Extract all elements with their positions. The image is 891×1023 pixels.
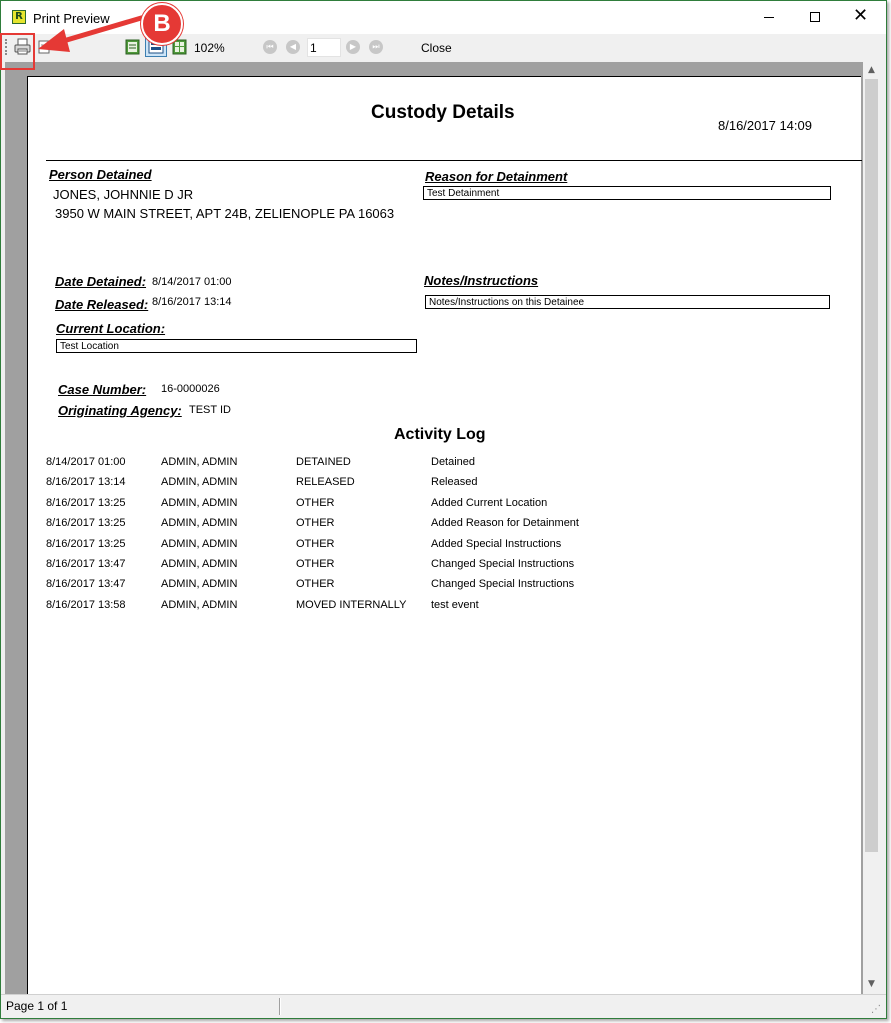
report-title: Custody Details: [371, 102, 515, 123]
log-user: ADMIN, ADMIN: [161, 558, 238, 570]
last-page-icon: ⏭: [372, 42, 380, 51]
log-user: ADMIN, ADMIN: [161, 456, 238, 468]
printed-date: 8/16/2017 14:09: [718, 118, 812, 133]
previous-page-button[interactable]: [286, 40, 300, 54]
scroll-down-icon[interactable]: ▼: [868, 979, 875, 989]
originating-agency-label: Originating Agency:: [58, 403, 182, 418]
originating-agency: TEST ID: [189, 404, 231, 416]
log-description: Detained: [431, 456, 476, 468]
person-detained-label: Person Detained: [49, 167, 152, 182]
date-detained: 8/14/2017 01:00: [152, 276, 232, 288]
window-title: Print Preview: [33, 11, 110, 26]
current-location-label: Current Location:: [56, 321, 166, 336]
last-page-button[interactable]: [369, 40, 383, 54]
step-badge: B: [141, 3, 183, 45]
log-datetime: 8/16/2017 13:47: [46, 558, 126, 570]
case-number-label: Case Number:: [58, 382, 147, 397]
page-status: Page 1 of 1: [6, 999, 68, 1013]
maximize-icon: [810, 12, 820, 22]
date-detained-label: Date Detained:: [55, 274, 147, 289]
close-button[interactable]: Close: [421, 41, 452, 55]
log-description: Added Special Instructions: [431, 538, 562, 550]
annotation-arrow: [30, 2, 160, 62]
log-description: Released: [431, 476, 478, 488]
log-datetime: 8/16/2017 13:25: [46, 497, 126, 509]
date-released-label: Date Released:: [55, 297, 149, 312]
activity-log-title: Activity Log: [394, 426, 486, 443]
log-user: ADMIN, ADMIN: [161, 578, 238, 590]
reason-label: Reason for Detainment: [425, 169, 568, 184]
close-window-button[interactable]: [838, 1, 884, 34]
minimize-button[interactable]: [746, 1, 792, 34]
log-type: OTHER: [296, 558, 335, 570]
minimize-icon: [764, 17, 774, 18]
maximize-button[interactable]: [792, 1, 838, 34]
log-description: Added Current Location: [431, 497, 548, 509]
page-number-input[interactable]: 1: [307, 38, 341, 57]
first-page-button[interactable]: [263, 40, 277, 54]
log-description: test event: [431, 599, 479, 611]
log-datetime: 8/16/2017 13:14: [46, 476, 126, 488]
header-divider: [46, 160, 862, 161]
log-datetime: 8/16/2017 13:25: [46, 538, 126, 550]
close-icon: ✕: [853, 5, 869, 26]
log-description: Added Reason for Detainment: [431, 517, 579, 529]
log-user: ADMIN, ADMIN: [161, 538, 238, 550]
log-type: MOVED INTERNALLY: [296, 599, 407, 611]
log-type: RELEASED: [296, 476, 355, 488]
current-location: Test Location: [56, 339, 417, 353]
resize-grip-icon[interactable]: ⋰: [871, 1004, 881, 1015]
log-user: ADMIN, ADMIN: [161, 476, 238, 488]
person-name: JONES, JOHNNIE D JR: [53, 187, 194, 202]
vertical-scrollbar[interactable]: [863, 62, 880, 994]
notes-value: Notes/Instructions on this Detainee: [425, 295, 830, 309]
log-type: OTHER: [296, 497, 335, 509]
next-page-button[interactable]: [346, 40, 360, 54]
log-user: ADMIN, ADMIN: [161, 599, 238, 611]
status-bar: [1, 994, 886, 1018]
log-type: OTHER: [296, 578, 335, 590]
status-separator: [279, 998, 281, 1015]
app-icon: R: [12, 10, 26, 24]
preview-area: [5, 62, 863, 994]
first-page-icon: ⏮: [266, 42, 274, 51]
log-datetime: 8/16/2017 13:58: [46, 599, 126, 611]
log-user: ADMIN, ADMIN: [161, 497, 238, 509]
person-address: 3950 W MAIN STREET, APT 24B, ZELIENOPLE PA 16063: [55, 206, 395, 221]
zoom-level[interactable]: 102%: [194, 41, 225, 55]
date-released: 8/16/2017 13:14: [152, 296, 232, 308]
log-user: ADMIN, ADMIN: [161, 517, 238, 529]
log-type: OTHER: [296, 517, 335, 529]
log-datetime: 8/16/2017 13:47: [46, 578, 126, 590]
report-page: [27, 76, 861, 994]
next-page-icon: ▶: [349, 42, 357, 51]
log-description: Changed Special Instructions: [431, 578, 575, 590]
case-number: 16-0000026: [161, 383, 220, 395]
scroll-up-icon[interactable]: ▲: [868, 65, 875, 75]
log-type: OTHER: [296, 538, 335, 550]
log-datetime: 8/16/2017 13:25: [46, 517, 126, 529]
log-datetime: 8/14/2017 01:00: [46, 456, 126, 468]
log-description: Changed Special Instructions: [431, 558, 575, 570]
reason-value: Test Detainment: [423, 186, 831, 200]
log-type: DETAINED: [296, 456, 351, 468]
scroll-thumb[interactable]: [865, 79, 878, 852]
previous-page-icon: ◀: [289, 42, 297, 51]
notes-label: Notes/Instructions: [424, 273, 539, 288]
